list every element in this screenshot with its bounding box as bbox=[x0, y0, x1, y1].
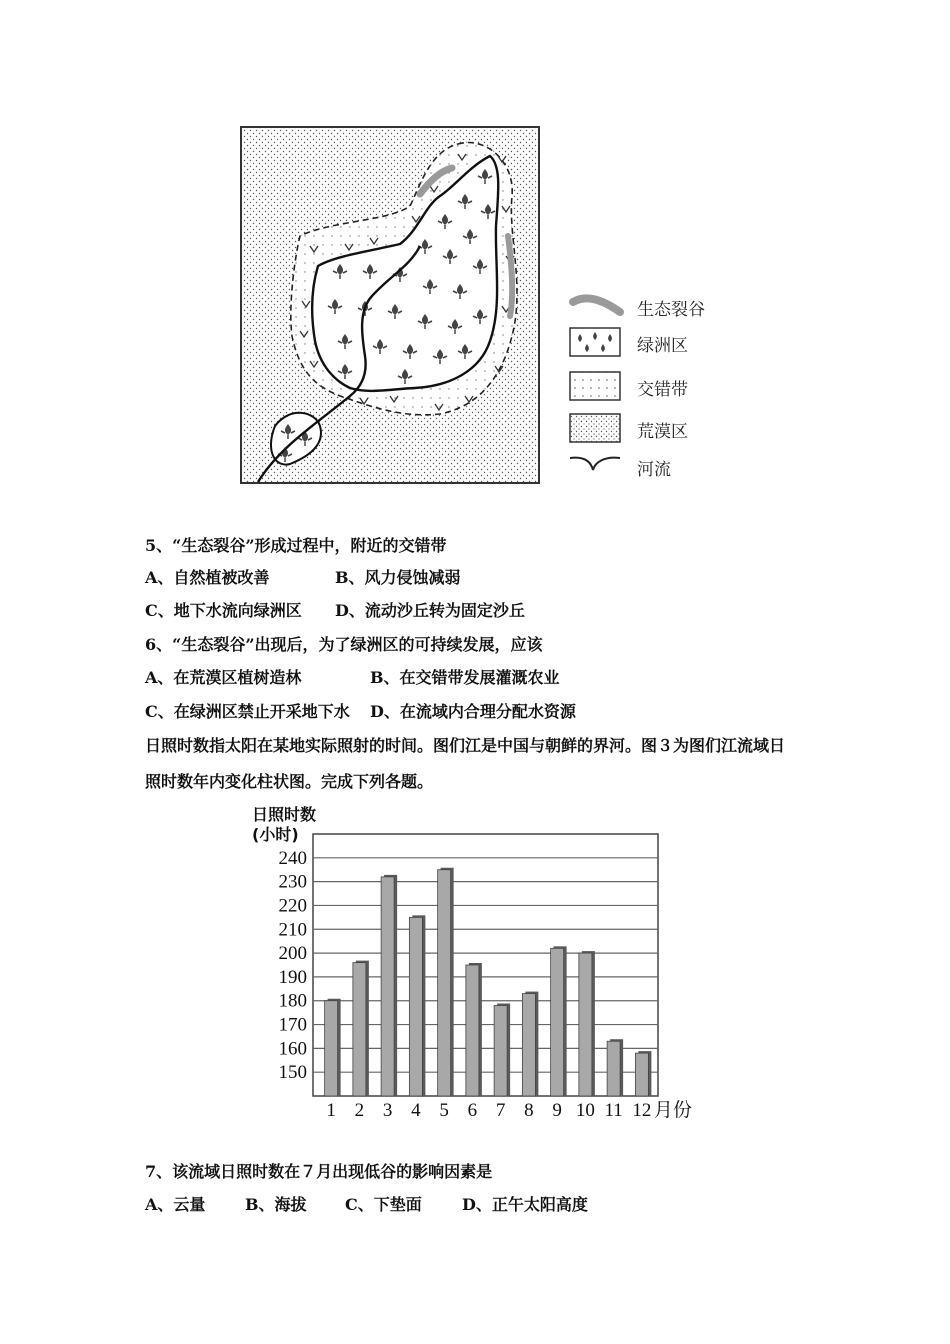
chart-xtick-label: 6 bbox=[467, 1100, 478, 1121]
chart-bar bbox=[353, 963, 366, 1096]
question-6-option-c: C、在绿洲区禁止开采地下水 bbox=[145, 702, 350, 721]
question-6-option-b: B、在交错带发展灌溉农业 bbox=[370, 668, 560, 687]
legend-label-rift: 生态裂谷 bbox=[637, 300, 705, 320]
chart-bar bbox=[325, 1001, 338, 1096]
question-6-option-d: D、在流域内合理分配水资源 bbox=[370, 702, 576, 721]
chart-bar bbox=[607, 1041, 620, 1096]
chart-xtick-label: 12 bbox=[632, 1100, 652, 1121]
chart-xtick-label: 10 bbox=[575, 1100, 595, 1121]
chart-xtick-label: 7 bbox=[495, 1100, 506, 1121]
chart-svg bbox=[240, 800, 710, 1125]
chart-bar bbox=[551, 948, 564, 1096]
chart-ytick-label: 160 bbox=[278, 1038, 307, 1060]
intro-line-1: 日照时数指太阳在某地实际照射的时间。图们江是中国与朝鲜的界河。图３为图们江流域日 bbox=[145, 736, 786, 755]
chart-xtick-label: 8 bbox=[524, 1100, 534, 1121]
question-7-option-c: C、下垫面 bbox=[345, 1195, 422, 1214]
rift-legend-icon bbox=[573, 298, 620, 312]
question-7-stem: 7、该流域日照时数在７月出现低谷的影响因素是 bbox=[145, 1162, 493, 1181]
question-7-option-a: A、云量 bbox=[145, 1195, 206, 1214]
question-5-option-b: B、风力侵蚀减弱 bbox=[335, 568, 461, 587]
chart-ytick-label: 170 bbox=[278, 1014, 307, 1036]
sunshine-bar-chart bbox=[240, 800, 710, 1125]
chart-ytick-label: 200 bbox=[278, 943, 307, 965]
chart-xtick-label: 5 bbox=[439, 1100, 449, 1121]
legend-label-ecotone: 交错带 bbox=[637, 380, 688, 400]
question-7-option-d: D、正午太阳高度 bbox=[462, 1195, 588, 1214]
chart-ytick-label: 210 bbox=[278, 919, 307, 941]
chart-ytick-label: 190 bbox=[278, 966, 307, 988]
chart-bar bbox=[438, 870, 451, 1096]
desert-legend-icon bbox=[570, 414, 620, 442]
chart-xtick-label: 4 bbox=[411, 1100, 421, 1121]
legend-symbols bbox=[565, 290, 635, 480]
legend-label-desert: 荒漠区 bbox=[637, 422, 688, 442]
chart-xtick-label: 3 bbox=[382, 1100, 393, 1121]
chart-xtick-label: 11 bbox=[604, 1100, 623, 1121]
question-5-option-c: C、地下水流向绿洲区 bbox=[145, 601, 302, 620]
chart-bar bbox=[381, 877, 394, 1096]
chart-ytick-label: 240 bbox=[278, 847, 307, 869]
intro-line-2: 照时数年内变化柱状图。完成下列各题。 bbox=[145, 772, 434, 791]
chart-xtick-label: 9 bbox=[552, 1100, 562, 1121]
legend-label-oasis: 绿洲区 bbox=[637, 336, 688, 356]
chart-bar bbox=[409, 917, 422, 1096]
question-6-option-a: A、在荒漠区植树造林 bbox=[145, 668, 302, 687]
river-legend-icon bbox=[570, 458, 620, 470]
oasis-map-figure bbox=[240, 126, 540, 484]
oasis-map bbox=[240, 126, 540, 484]
chart-bar bbox=[635, 1053, 648, 1096]
chart-ylabel-line1: 日照时数 bbox=[252, 805, 317, 824]
question-5-option-a: A、自然植被改善 bbox=[145, 568, 270, 587]
chart-ytick-label: 150 bbox=[278, 1062, 307, 1084]
map-legend bbox=[565, 290, 765, 480]
chart-ylabel-line2: (小时) bbox=[252, 825, 299, 844]
question-5-option-d: D、流动沙丘转为固定沙丘 bbox=[335, 601, 525, 620]
chart-xlabel: 月份 bbox=[653, 1100, 692, 1121]
chart-bar bbox=[522, 994, 535, 1096]
question-6-stem: 6、“生态裂谷”出现后，为了绿洲区的可持续发展，应该 bbox=[145, 635, 543, 654]
question-7-option-b: B、海拔 bbox=[245, 1195, 307, 1214]
legend-label-river: 河流 bbox=[637, 460, 671, 480]
chart-xtick-label: 2 bbox=[354, 1100, 365, 1121]
chart-ytick-label: 230 bbox=[278, 871, 307, 893]
ecotone-legend-icon bbox=[570, 372, 620, 400]
question-5-stem: 5、“生态裂谷”形成过程中，附近的交错带 bbox=[145, 536, 447, 555]
chart-ytick-label: 220 bbox=[278, 895, 307, 917]
chart-bar bbox=[466, 965, 479, 1096]
chart-xtick-label: 1 bbox=[326, 1100, 336, 1121]
chart-ytick-label: 180 bbox=[278, 990, 307, 1012]
chart-bar bbox=[579, 953, 592, 1096]
chart-bar bbox=[494, 1005, 507, 1096]
